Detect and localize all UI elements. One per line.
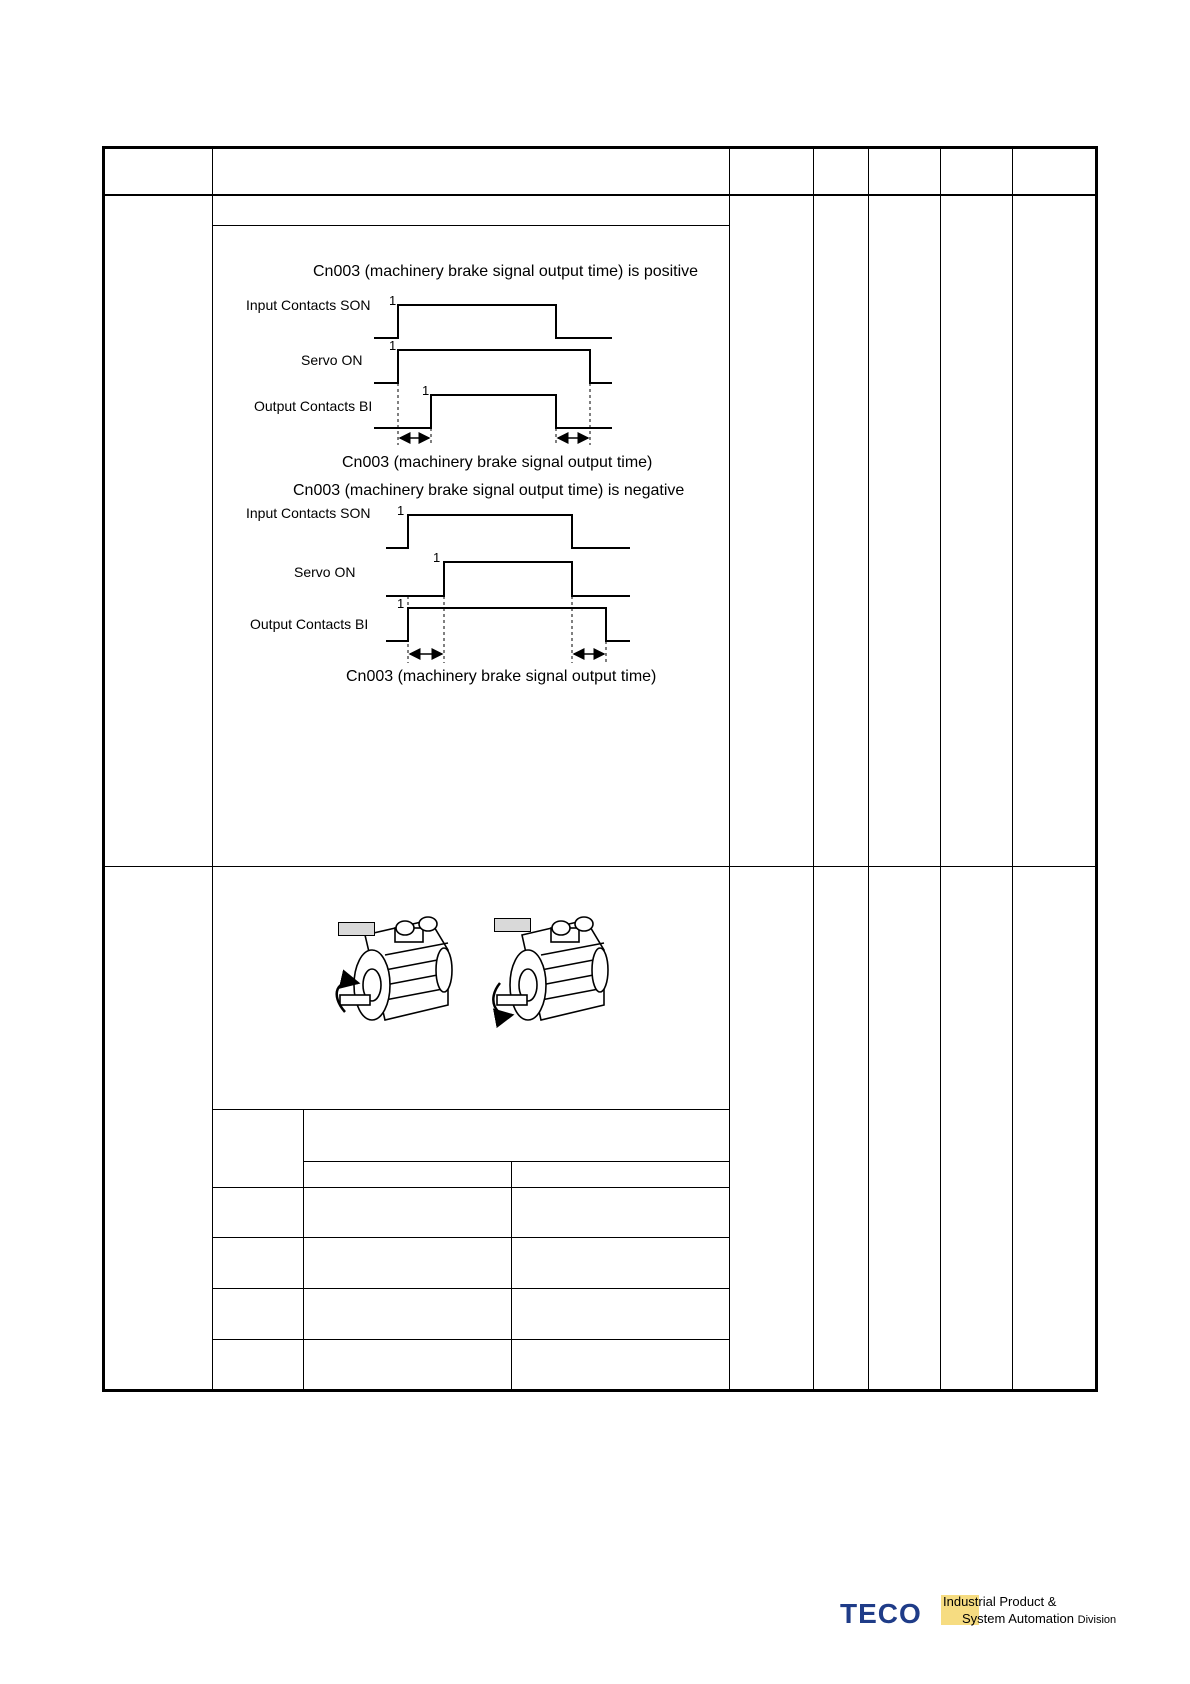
division-line2 (962, 1611, 1116, 1626)
rotation-tag (494, 918, 531, 932)
rotation-tag (338, 922, 375, 936)
waveform-son-positive (374, 305, 612, 338)
pulse-mark: 1 (422, 383, 430, 398)
positive-diagram-caption: Cn003 (machinery brake signal output time) (342, 454, 653, 471)
signal-label-son: Input Contacts SON (246, 297, 371, 313)
signal-label-bi: Output Contacts BI (254, 398, 373, 414)
waveform-servo-negative (386, 562, 630, 596)
waveform-son-negative (386, 515, 630, 548)
division-suffix: Division (1077, 1614, 1117, 1626)
pulse-mark: 1 (397, 596, 405, 611)
pulse-mark: 1 (397, 503, 405, 518)
signal-label-son: Input Contacts SON (246, 505, 371, 521)
waveform-servo-positive (374, 350, 612, 383)
negative-diagram-title: Cn003 (machinery brake signal output time) is negative (293, 482, 685, 499)
division-name: System Automation (962, 1611, 1074, 1626)
servo-motor-icon (497, 917, 608, 1020)
pulse-mark: 1 (389, 293, 397, 308)
negative-diagram-caption: Cn003 (machinery brake signal output time) (346, 668, 657, 685)
waveform-bi-positive (374, 395, 612, 428)
signal-label-bi: Output Contacts BI (250, 616, 369, 632)
signal-label-servo-on: Servo ON (301, 352, 363, 368)
positive-diagram-title: Cn003 (machinery brake signal output time) is positive (313, 263, 699, 280)
pulse-mark: 1 (433, 550, 441, 565)
division-line1: Industrial Product & (943, 1594, 1057, 1609)
pulse-mark: 1 (389, 338, 397, 353)
waveform-bi-negative (386, 608, 630, 641)
signal-label-servo-on: Servo ON (294, 564, 356, 580)
teco-logo: TECO (840, 1598, 922, 1629)
